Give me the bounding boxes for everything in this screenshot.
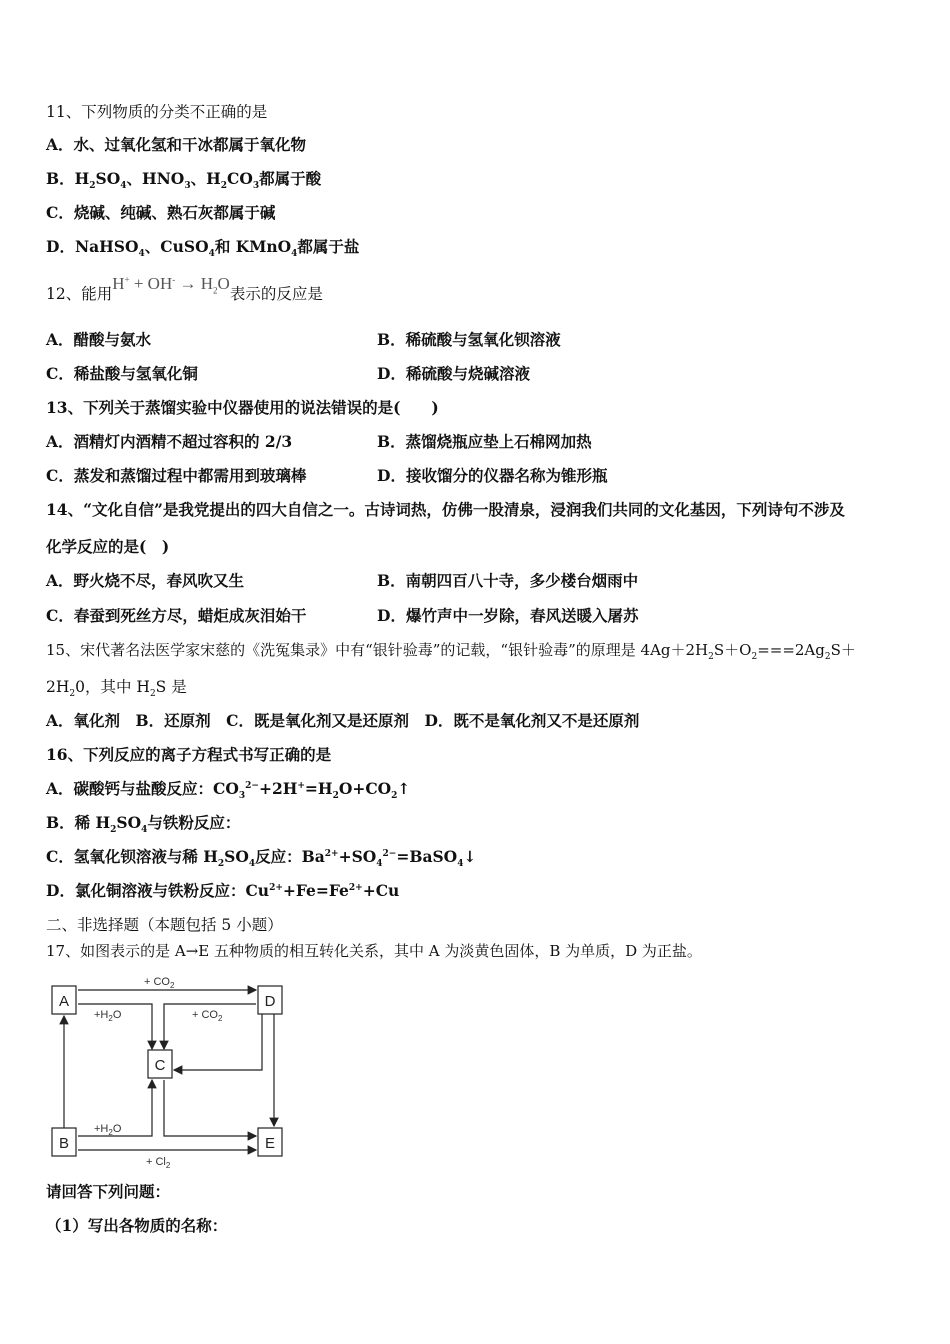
q13-option-a: A．酒精灯内酒精不超过容积的 2/3 <box>46 432 293 451</box>
q13-option-c: C．蒸发和蒸馏过程中都需用到玻璃棒 <box>46 466 307 485</box>
arrow-c-to-e <box>164 1080 256 1136</box>
q15-stem-line2: $2H_20$，其中 $H_2S$ 是 <box>46 678 187 700</box>
q11-option-d: D．NaHSO$_4$、CuSO$_4$和 KMnO$_4$都属于盐 <box>46 237 360 260</box>
q12-option-c: C．稀盐酸与氢氧化铜 <box>46 364 198 383</box>
q15-options: A．氧化剂 B．还原剂 C．既是氧化剂又是还原剂 D．既不是氧化剂又不是还原剂 <box>46 711 640 730</box>
ionic-equation: $H^+ + OH^- \to H_2O$ <box>112 274 230 296</box>
q14-option-b: B．南朝四百八十寺，多少楼台烟雨中 <box>377 571 639 590</box>
node-d: D <box>264 993 276 1010</box>
q16-option-c: C．氢氧化钡溶液与稀 $H_2SO_4$反应：$Ba^{2+}+SO_4^{2-}=BaSO_4↓$ <box>46 847 477 870</box>
q14-stem-line2: 化学反应的是( ) <box>46 537 170 556</box>
label-b-to-e: + $Cl_2$ <box>146 1156 171 1170</box>
node-c: C <box>154 1057 166 1074</box>
node-a: A <box>58 993 70 1010</box>
section-heading: 二、非选择题（本题包括 5 小题） <box>46 916 283 934</box>
q14-option-a: A．野火烧不尽，春风吹又生 <box>46 571 245 590</box>
q14-option-d: D．爆竹声中一岁除，春风送暖入屠苏 <box>377 606 639 625</box>
q17-sub1: （1）写出各物质的名称： <box>46 1216 228 1235</box>
q11-option-c: C．烧碱、纯碱、熟石灰都属于碱 <box>46 203 276 222</box>
q16-option-d: D．氯化铜溶液与铁粉反应：$Cu^{2+}+Fe=Fe^{2+}+Cu$ <box>46 881 400 900</box>
label-a-to-c: $+H_2O$ <box>94 1009 122 1023</box>
q17-prompt: 请回答下列问题： <box>46 1182 171 1201</box>
q15-stem-line1: 15、宋代著名法医学家宋慈的《洗冤集录》中有“银针验毒”的记载，“银针验毒”的原理是 $4Ag+2H_2S+O_2===2Ag_2S+$ <box>46 641 856 662</box>
q11-option-b: B．$H_2SO_4$、$HNO_3$、$H_2CO_3$都属于酸 <box>46 169 322 192</box>
q14-stem-line1: 14、“文化自信”是我党提出的四大自信之一。古诗词热，仿佛一股清泉，浸润我们共同的文化基因，下列诗句不涉及 <box>46 500 845 519</box>
q13-stem: 13、下列关于蒸馏实验中仪器使用的说法错误的是( ) <box>46 398 439 417</box>
q11-option-a: A．水、过氧化氢和干冰都属于氧化物 <box>46 135 307 154</box>
q12-stem: 12、能用$H^+ + OH^- \to H_2O$表示的反应是 <box>46 274 323 303</box>
q14-option-c: C．春蚕到死丝方尽，蜡炬成灰泪始干 <box>46 606 307 625</box>
q11-stem: 11、下列物质的分类不正确的是 <box>46 103 268 121</box>
node-e: E <box>264 1135 276 1152</box>
label-b-to-c: $+H_2O$ <box>94 1123 122 1137</box>
q16-option-a: A．碳酸钙与盐酸反应：$CO_3^{2-}+2H^+=H_2O+CO_2↑$ <box>46 779 411 802</box>
node-b: B <box>58 1135 70 1152</box>
q16-stem: 16、下列反应的离子方程式书写正确的是 <box>46 745 332 764</box>
label-d-to-c: + $CO_2$ <box>192 1009 223 1023</box>
q12-option-a: A．醋酸与氨水 <box>46 330 152 349</box>
q16-option-b: B．稀 $H_2SO_4$与铁粉反应： <box>46 813 241 836</box>
q12-option-d: D．稀硫酸与烧碱溶液 <box>377 364 530 383</box>
conversion-diagram <box>46 970 296 1170</box>
q13-option-d: D．接收馏分的仪器名称为锥形瓶 <box>377 466 608 485</box>
q13-option-b: B．蒸馏烧瓶应垫上石棉网加热 <box>377 432 592 451</box>
q17-stem: 17、如图表示的是 A→E 五种物质的相互转化关系，其中 A 为淡黄色固体，B 为单质，D 为正盐。 <box>46 942 702 960</box>
label-a-to-d: + $CO_2$ <box>144 976 175 990</box>
q12-option-b: B．稀硫酸与氢氧化钡溶液 <box>377 330 561 349</box>
